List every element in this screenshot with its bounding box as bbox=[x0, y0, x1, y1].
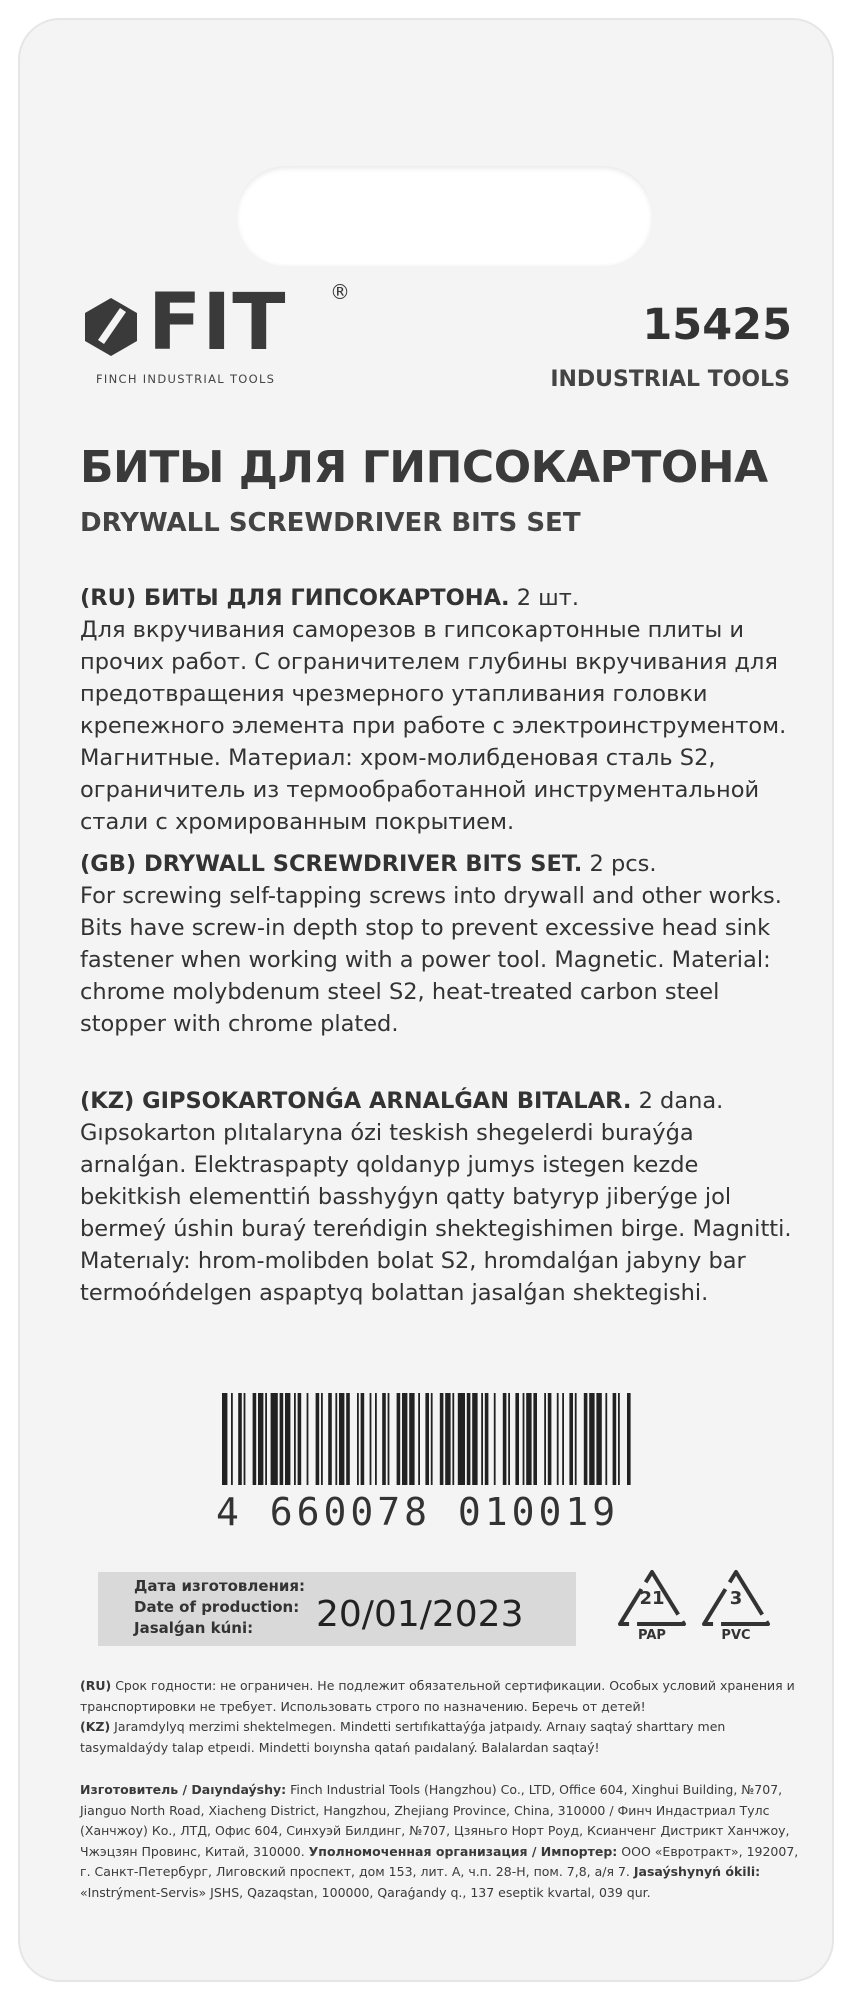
barcode-bar bbox=[515, 1393, 519, 1485]
product-title-ru: БИТЫ ДЛЯ ГИПСОКАРТОНА bbox=[80, 442, 768, 493]
barcode-bar bbox=[575, 1393, 577, 1485]
barcode-bar bbox=[481, 1393, 483, 1485]
production-date: 20/01/2023 bbox=[316, 1594, 524, 1635]
description-ru-qty: 2 шт. bbox=[516, 585, 580, 611]
barcode-bar bbox=[596, 1393, 601, 1485]
legal-storage-info bbox=[80, 1676, 800, 1758]
kz-importer-label: Jasaýshynyń ókili: bbox=[633, 1864, 761, 1879]
barcode-bar bbox=[589, 1393, 594, 1485]
barcode-bar bbox=[346, 1393, 350, 1485]
barcode-bar bbox=[440, 1393, 444, 1485]
date-label-ru: Дата изготовления: bbox=[134, 1577, 306, 1595]
barcode-bar bbox=[533, 1393, 537, 1485]
production-date-labels bbox=[134, 1576, 305, 1639]
barcode-bar bbox=[485, 1393, 489, 1485]
legal-ru-tag: (RU) bbox=[80, 1678, 112, 1693]
legal-kz-text: Jaramdylyq merzimi shektelmegen. Mindetti sertıfıkattaýǵa jatpaıdy. Arnaıy saqtaý sharttary men tasymaldaýdy talap etpeıdi. Mindetti boıynsha qatań paıdalaný. Balalardan saqtaý! bbox=[80, 1719, 726, 1755]
barcode-bar bbox=[409, 1393, 414, 1485]
barcode-bar bbox=[562, 1393, 564, 1485]
maker-text: Finch Industrial Tools (Hangzhou) Co., LTD, Office 604, Xinghui Building, №707, Jianguo North Road, Xiacheng District, Hangzhou, Zhejiang Province, China, 310000 / Финч Индастриал Тулс (Ханчжоу) Ко., ЛТД, Офис 604, Синхуэй Билдинг, №707, Цзяньго Норт Роуд, Ксианченг Дистрикт Ханчжоу, Чжэцзян Провинс, Китай, 310000. bbox=[80, 1782, 790, 1859]
barcode-bar bbox=[452, 1393, 454, 1485]
description-kz-qty: 2 dana. bbox=[638, 1088, 724, 1114]
barcode-bar bbox=[271, 1393, 278, 1485]
barcode-bar bbox=[321, 1393, 323, 1485]
recycle-label: PVC bbox=[721, 1628, 751, 1643]
barcode-bar bbox=[544, 1393, 546, 1485]
barcode-bar bbox=[285, 1393, 290, 1485]
description-gb-heading: (GB) DRYWALL SCREWDRIVER BITS SET. bbox=[80, 851, 583, 877]
legal-manufacturer-info bbox=[80, 1780, 800, 1903]
barcode-bar bbox=[613, 1393, 617, 1485]
recycle-number: 21 bbox=[639, 1588, 665, 1609]
recycle-number: 3 bbox=[729, 1588, 743, 1609]
importer-label: Уполномоченная организация / Импортер: bbox=[308, 1843, 618, 1859]
barcode-bar bbox=[431, 1393, 433, 1485]
date-label-en: Date of production: bbox=[134, 1598, 300, 1616]
barcode-bar bbox=[526, 1393, 531, 1485]
barcode-bar bbox=[335, 1393, 337, 1485]
legal-ru-text: Срок годности: не ограничен. Не подлежит обязательной сертификации. Особых условий хранения и транспортировки не требует. Использовать строго по назначению. Беречь от детей! bbox=[80, 1678, 795, 1714]
barcode-bar bbox=[222, 1393, 227, 1485]
description-ru bbox=[80, 582, 800, 838]
barcode-bar bbox=[339, 1393, 344, 1485]
description-gb-text: For screwing self-tapping screws into drywall and other works. Bits have screw-in depth stop to prevent excessive head sink fastener when working with a power tool. Magnetic. Material: chrome molybdenum steel S2, heat-treated carbon steel stopper with chrome plated. bbox=[80, 883, 782, 1037]
barcode-bar bbox=[605, 1393, 607, 1485]
barcode-bar bbox=[557, 1393, 559, 1485]
brand-tagline: FINCH INDUSTRIAL TOOLS bbox=[96, 372, 276, 386]
legal-kz-tag: (KZ) bbox=[80, 1719, 111, 1734]
barcode-bar bbox=[402, 1393, 407, 1485]
barcode-bar bbox=[231, 1393, 233, 1485]
barcode-bar bbox=[328, 1393, 332, 1485]
description-gb-qty: 2 pcs. bbox=[589, 851, 657, 877]
description-gb bbox=[80, 848, 800, 1040]
barcode-bar bbox=[548, 1393, 552, 1485]
description-ru-text: Для вкручивания саморезов в гипсокартонные плиты и прочих работ. С ограничителем глубины вкручивания для предотвращения чрезмерного утапливания головки крепежного элемента при работе с электроинструментом. Магнитные. Материал: хром-молибденовая сталь S2, ограничитель из термообработанной инструментальной стали с хромированным покрытием. bbox=[80, 617, 787, 835]
barcode-bar bbox=[418, 1393, 420, 1485]
recycle-label: PAP bbox=[638, 1628, 666, 1643]
brand-logo bbox=[80, 278, 350, 398]
barcode-bar bbox=[258, 1393, 263, 1485]
barcode-bar bbox=[508, 1393, 510, 1485]
barcode-bar bbox=[370, 1393, 372, 1485]
barcode-bar bbox=[388, 1393, 390, 1485]
hang-hole bbox=[236, 166, 653, 266]
barcode-bar bbox=[361, 1393, 365, 1485]
barcode-bar bbox=[294, 1393, 296, 1485]
barcode-bar bbox=[238, 1393, 242, 1485]
brand-name: FIT bbox=[148, 278, 287, 368]
barcode-bar bbox=[494, 1393, 496, 1485]
maker-label: Изготовитель / Daıyndaýshy: bbox=[80, 1782, 287, 1797]
barcode-bar bbox=[316, 1393, 320, 1485]
barcode-bar bbox=[569, 1393, 573, 1485]
barcode-bar bbox=[244, 1393, 246, 1485]
barcode-bar bbox=[357, 1393, 359, 1485]
barcode-bar bbox=[618, 1393, 620, 1485]
description-kz-text: Gıpsokarton plıtalaryna ózi teskish shegelerdi buraýǵa arnalǵan. Elektraspapty qoldanyp jumys istegen kezde bekitkish elementtiń basshyǵyn qatty batyryp jiberýge jol bermeý úshin buraý tereńdigin shektegishimen birge. Magnitti. Materıaly: hrom-molibden bolat S2, hromdalǵan jabyny bar termoóńdelgen aspaptyq bolattan jasalǵan shektegishi. bbox=[80, 1120, 792, 1306]
barcode-bar bbox=[458, 1393, 465, 1485]
product-title-en: DRYWALL SCREWDRIVER BITS SET bbox=[80, 508, 581, 538]
recycle-symbol-pvc bbox=[696, 1566, 776, 1650]
barcode-bar bbox=[472, 1393, 477, 1485]
barcode-bar bbox=[298, 1393, 302, 1485]
description-kz-heading: (KZ) GIPSOKARTONǴA ARNALǴAN BITALAR. bbox=[80, 1088, 632, 1114]
date-label-kz: Jasalǵan kúni: bbox=[134, 1619, 254, 1637]
registered-mark: ® bbox=[330, 280, 350, 304]
barcode-bar bbox=[382, 1393, 386, 1485]
production-date-box bbox=[98, 1572, 576, 1646]
barcode-bar bbox=[425, 1393, 429, 1485]
barcode-bar bbox=[503, 1393, 507, 1485]
barcode-bar bbox=[280, 1393, 284, 1485]
barcode-bar bbox=[265, 1393, 267, 1485]
description-ru-heading: (RU) БИТЫ ДЛЯ ГИПСОКАРТОНА. bbox=[80, 585, 510, 611]
barcode-bar bbox=[253, 1393, 257, 1485]
importer-text: ООО «Евротракт», 192007, г. Санкт-Петербург, Лиговский проспект, дом 153, лит. А, ч.п. 28-Н, пом. 7,8, а/я 7. bbox=[80, 1843, 799, 1879]
barcode-bar bbox=[523, 1393, 525, 1485]
barcode-bar bbox=[397, 1393, 401, 1485]
barcode-bar bbox=[584, 1393, 588, 1485]
barcode-digits: 4 660078 010019 bbox=[216, 1490, 620, 1534]
recycle-symbol-pap bbox=[612, 1566, 692, 1650]
article-number: 15425 bbox=[642, 300, 792, 350]
barcode-bar bbox=[375, 1393, 377, 1485]
barcode-bar bbox=[307, 1393, 309, 1485]
barcode-bar bbox=[467, 1393, 471, 1485]
barcode-bar bbox=[445, 1393, 450, 1485]
hexagon-logo-icon bbox=[80, 296, 142, 358]
kz-importer-text: «Instrýment-Servis» JSHS, Qazaqstan, 100000, Qaraǵandy q., 137 eseptik kvartal, 039 qur. bbox=[80, 1884, 651, 1900]
product-category: INDUSTRIAL TOOLS bbox=[550, 367, 790, 392]
description-kz bbox=[80, 1085, 800, 1309]
barcode-bar bbox=[627, 1393, 631, 1485]
